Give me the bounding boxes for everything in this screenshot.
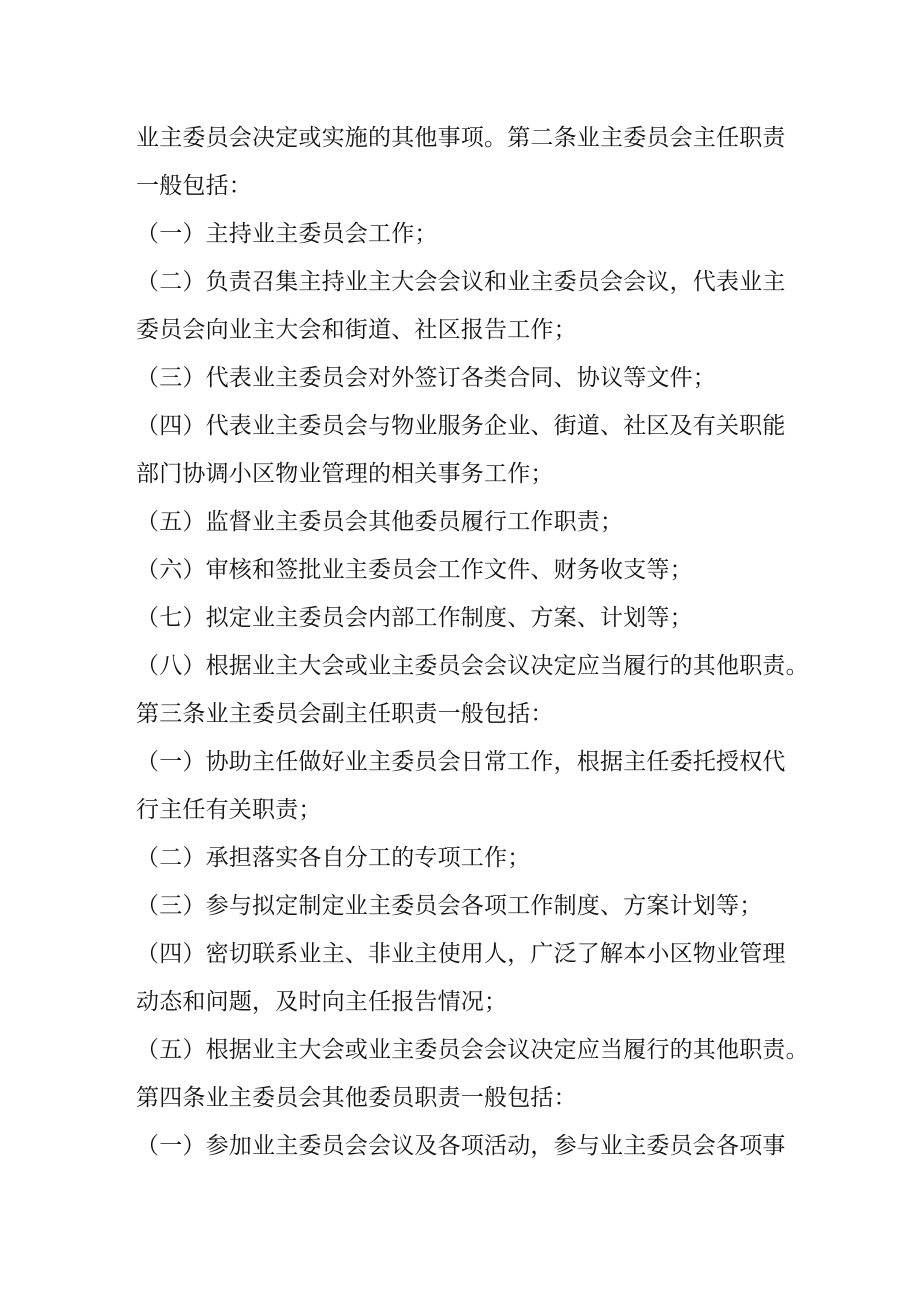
text-line: （四）密切联系业主、非业主使用人，广泛了解本小区物业管理 xyxy=(136,941,786,967)
text-line: （七）拟定业主委员会内部工作制度、方案、计划等； xyxy=(136,605,693,631)
text-line: （一）主持业主委员会工作； xyxy=(136,221,438,247)
text-line: 业主委员会决定或实施的其他事项。第二条业主委员会主任职责 xyxy=(136,125,786,151)
text-line: （四）代表业主委员会与物业服务企业、街道、社区及有关职能 xyxy=(136,413,786,439)
text-line: 委员会向业主大会和街道、社区报告工作； xyxy=(136,317,577,343)
text-line: 行主任有关职责； xyxy=(136,797,322,823)
text-line: 一般包括： xyxy=(136,173,252,199)
text-line: （二）承担落实各自分工的专项工作； xyxy=(136,845,531,871)
text-line: （五）监督业主委员会其他委员履行工作职责； xyxy=(136,509,624,535)
text-line: 动态和问题，及时向主任报告情况； xyxy=(136,989,508,1015)
text-line: （三）参与拟定制定业主委员会各项工作制度、方案计划等； xyxy=(136,893,763,919)
text-line: 第三条业主委员会副主任职责一般包括： xyxy=(136,701,554,727)
text-line: 部门协调小区物业管理的相关事务工作； xyxy=(136,461,554,487)
text-line: 第四条业主委员会其他委员职责一般包括： xyxy=(136,1085,577,1111)
text-line: （二）负责召集主持业主大会会议和业主委员会会议，代表业主 xyxy=(136,269,786,295)
text-line: （八）根据业主大会或业主委员会会议决定应当履行的其他职责。 xyxy=(136,653,809,679)
text-line: （一）参加业主委员会会议及各项活动，参与业主委员会各项事 xyxy=(136,1133,786,1159)
text-line: （三）代表业主委员会对外签订各类合同、协议等文件； xyxy=(136,365,716,391)
text-line: （五）根据业主大会或业主委员会会议决定应当履行的其他职责。 xyxy=(136,1037,809,1063)
text-line: （一）协助主任做好业主委员会日常工作，根据主任委托授权代 xyxy=(136,749,786,775)
text-line: （六）审核和签批业主委员会工作文件、财务收支等； xyxy=(136,557,693,583)
